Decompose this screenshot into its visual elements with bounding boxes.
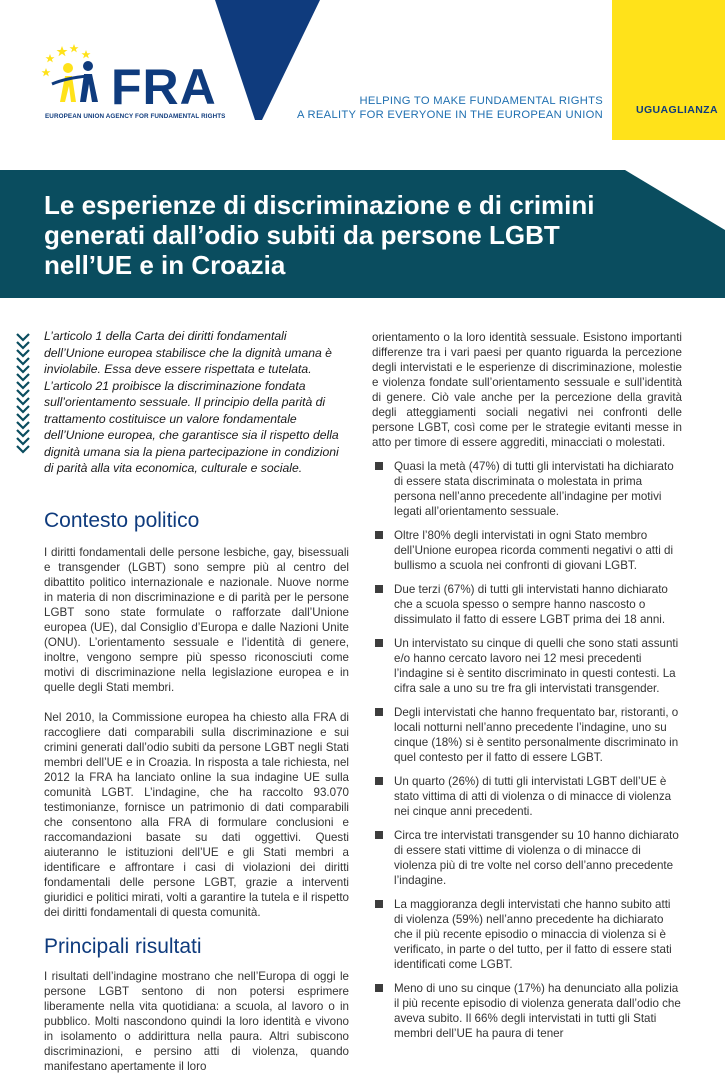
bullet-square-icon <box>375 984 383 992</box>
list-item: Meno di uno su cinque (17%) ha denunciato alla polizia il più recente episodio di violenza generata dall’odio che aveva subito. Il 66% degli intervistati in tutti gli Stati membri dell’UE ha paura di tener <box>372 981 682 1041</box>
bullet-square-icon <box>375 777 383 785</box>
zigzag-decoration-icon <box>16 332 30 462</box>
list-item: Un intervistato su cinque di quelli che sono stati assunti e/o hanno cercato lavoro nei 12 mesi precedenti l’indagine si è sentito discriminato in questi contesti. La cifra sale a uno su tre fra gli intervistati transgender. <box>372 636 682 696</box>
context-body <box>44 545 349 920</box>
tagline-line-2: A REALITY FOR EVERYONE IN THE EUROPEAN UNION <box>296 109 603 121</box>
results-heading: Principali risultati <box>44 934 202 958</box>
bullet-square-icon <box>375 462 383 470</box>
left-column <box>44 328 349 1089</box>
tagline-line-1: HELPING TO MAKE FUNDAMENTAL RIGHTS <box>359 95 603 107</box>
bullet-square-icon <box>375 585 383 593</box>
logo-text: FRA <box>111 59 217 115</box>
key-findings-list <box>372 459 682 1041</box>
results-body <box>44 969 349 1074</box>
bullet-square-icon <box>375 831 383 839</box>
intro-paragraph: L’articolo 1 della Carta dei diritti fondamentali dell’Unione europea stabilisce che la dignità umana è inviolabile. Essa deve essere rispettata e tutelata. L’articolo 21 proibisce la discriminazione fondata sull’orientamento sessuale. Il principio della parità di trattamento costituisce un valore fondamentale dell’Unione europea, che garantisce sia il rispetto della dignità umana sia la piena partecipazione in condizioni di parità alla vita economica, culturale e sociale. <box>44 329 339 475</box>
list-item: La maggioranza degli intervistati che hanno subito atti di violenza (59%) nell’anno precedente ha dichiarato che il più recente episodio o minaccia di violenza si è verificato, in parte o del tutto, per il fatto di essere stati identificati come LGBT. <box>372 897 682 972</box>
results-paragraph-1: I risultati dell’indagine mostrano che nell’Europa di oggi le persone LGBT sentono di non potersi esprimere liberamente nella vita quotidiana: a scuola, al lavoro o in pubblico. Molti nascondono quindi la loro identità e vivono in isolamento o addirittura nella paura. Altri subiscono discriminazioni, e persino atti di violenza, quando manifestano apertamente il loro <box>44 969 349 1073</box>
list-item: Due terzi (67%) di tutti gli intervistati hanno dichiarato che a scuola spesso o sempre hanno nascosto o dissimulato il fatto di essere LGBT prima dei 18 anni. <box>372 582 682 627</box>
context-heading: Contesto politico <box>44 508 200 532</box>
bullet-square-icon <box>375 531 383 539</box>
list-item: Un quarto (26%) di tutti gli intervistati LGBT dell’UE è stato vittima di atti di violenza o di minacce di violenza nei cinque anni precedenti. <box>372 774 682 819</box>
bullet-square-icon <box>375 639 383 647</box>
list-item: Degli intervistati che hanno frequentato bar, ristoranti, o locali notturni nell’anno precedente l’indagine, uno su cinque (18%) si è sentito personalmente discriminato in quel contesto per il fatto di essere LGBT. <box>372 705 682 765</box>
context-paragraph-1: I diritti fondamentali delle persone lesbiche, gay, bisessuali e transgender (LGBT) sono sempre più al centro del dibattito politico internazionale e nazionale. Nuove norme in materia di non discriminazione e di parità per le persone LGBT sono state formulate o rafforzate dall’Unione europea (UE), dal Consiglio d’Europa e dalle Nazioni Unite (ONU). L’orientamento sessuale e l’identità di genere, inoltre, vengono sempre più spesso riconosciuti come motivi di discriminazione nella legislazione europea e in quelle degli Stati membri. <box>44 545 349 694</box>
context-paragraph-2: Nel 2010, la Commissione europea ha chiesto alla FRA di raccogliere dati comparabili sulla discriminazione e sui crimini generati dall’odio subiti da persone LGBT negli Stati membri dell’UE e in Croazia. In risposta a tale richiesta, nel 2012 la FRA ha lanciato online la sua indagine UE sulla comunità LGBT. L’indagine, che ha raccolto 93.070 testimonianze, fornisce un patrimonio di dati comparabili che consentono alla FRA di formulare conclusioni e raccomandazioni basate su dati oggettivi. Questi aiuteranno le istituzioni dell’UE e gli Stati membri a identificare e affrontare i casi di violazioni dei diritti fondamentali delle persone LGBT, grazie a interventi giuridici e politici mirati, volti a garantire la tutela e il rispetto dei diritti fondamentali di questa comunità. <box>44 710 349 919</box>
list-item: Oltre l’80% degli intervistati in ogni Stato membro dell’Unione europea ricorda commenti negativi o atti di bullismo a scuola nei confronti di giovani LGBT. <box>372 528 682 573</box>
results-paragraph-1-continued: orientamento o la loro identità sessuale. Esistono importanti differenze tra i vari paesi per quanto riguarda la percezione degli intervistati e le esperienze di discriminazione, molestie e violenza fondate sull’orientamento sessuale e sull’identità di genere. Ciò vale anche per la percezione della gravità degli atteggiamenti sociali negativi nei confronti delle persone LGBT, così come per le strategie evitanti messe in atto per timore di essere aggrediti, minacciati o molestati. <box>372 331 682 449</box>
agency-name: EUROPEAN UNION AGENCY FOR FUNDAMENTAL RIGHTS <box>45 113 226 120</box>
list-item: Circa tre intervistati transgender su 10 hanno dichiarato di essere stati vittime di violenza o di minacce di violenza più di tre volte nel corso dell’anno precedente l’indagine. <box>372 828 682 888</box>
list-item: Quasi la metà (47%) di tutti gli intervistati ha dichiarato di essere stata discriminata o molestata in prima persona nell’anno precedente all’indagine per motivi legati all’orientamento sessuale. <box>372 459 682 519</box>
page-title: Le esperienze di discriminazione e di crimini generati dall’odio subiti da persone LGBT nell’UE e in Croazia <box>44 190 595 280</box>
results-continued <box>372 330 682 450</box>
bullet-square-icon <box>375 900 383 908</box>
theme-label: UGUAGLIANZA <box>636 104 718 116</box>
bullet-square-icon <box>375 708 383 716</box>
right-column <box>372 330 682 1050</box>
